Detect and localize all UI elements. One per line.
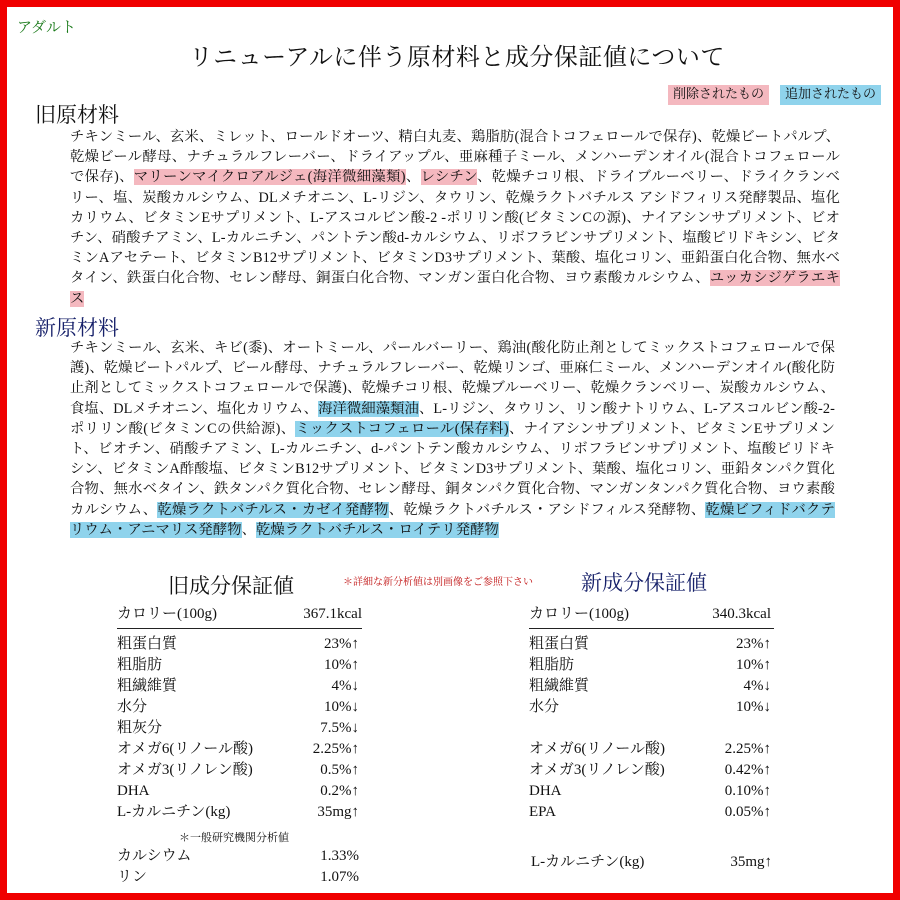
old-nutrient-row [117, 718, 359, 739]
old-nutrient-row [117, 676, 359, 697]
legend-deleted: 削除されたもの [668, 85, 769, 105]
new-calorie-label: カロリー(100g) [529, 606, 629, 622]
nutrient-label: カルシウム [117, 848, 192, 864]
nutrient-value: 0.05%↑ [724, 804, 771, 820]
nutrient-label: オメガ3(リノレン酸) [117, 762, 253, 778]
new-ingredients-heading: 新原材料 [35, 316, 119, 340]
nutrient-value: 7.5%↓ [320, 720, 359, 736]
page-title: リニューアルに伴う原材料と成分保証値について [189, 45, 725, 71]
old-nutrient-row [117, 739, 359, 760]
nutrient-label: L-カルニチン(kg) [117, 804, 231, 820]
new-nutrition-title: 新成分保証値 [581, 571, 707, 595]
nutrient-label: 粗灰分 [117, 720, 163, 736]
nutrient-value: 10%↑ [736, 657, 771, 673]
nutrient-label: オメガ3(リノレン酸) [529, 762, 665, 778]
new-nutrient-row [529, 655, 771, 676]
old-nutrient-row [117, 655, 359, 676]
old-calorie-row [117, 604, 362, 625]
nutrient-label: 粗蛋白質 [529, 636, 590, 652]
old-nutrition-title: 旧成分保証値 [168, 574, 294, 598]
old-nutrition-table [117, 604, 362, 894]
nutrient-label: 粗脂肪 [529, 657, 575, 673]
nutrient-value: 2.25%↑ [724, 741, 771, 757]
nutrient-value: 23%↑ [736, 636, 771, 652]
added-ingredient: ミックストコフェロール(保存料) [295, 420, 509, 437]
nutrient-label: DHA [529, 783, 562, 799]
old-nutrient-row [117, 802, 359, 823]
nutrient-value: 1.33% [320, 848, 359, 864]
new-nutrient-row [529, 676, 771, 697]
ingredient-text: チキンミール、玄米、キビ(黍)、オートミール、パールバーリー、鶏油(酸化防止剤としてミックストコフェロールで保護)、乾燥ビートパルプ、ビール酵母、ナチュラルフレーバー、乾燥リンゴ、亜麻仁ミール、メンハーデンオイル(酸化防止剤としてミックストコフェロールで保護)、乾燥チコリ根、乾燥ブルーベリー、乾燥クランベリー、炭酸カルシウム、食塩、DLメチオニン、塩化カリウム、 [70, 340, 835, 417]
ingredient-text: 、乾燥チコリ根、ドライブルーベリー、ドライクランベリー、塩、炭酸カルシウム、DLメチオニン、L-リジン、タウリン、乾燥ラクトバチルス アシドフィリス発酵製品、塩化カリウム、ビタミンEサプリメント、L-アスコルビン酸-2 -ポリリン酸(ビタミンCの源)、ナイアシンサプリメント、ビオチン、硝酸チアミン、L-カルニチン、パントテン酸d-カルシウム、リボフラビンサプリメント、塩酸ピリドキシン、ビタミンAアセテート、ビタミンB12サプリメント、ビタミンD3サプリメント、葉酸、塩化コリン、亜鉛蛋白化合物、無水ベタイン、鉄蛋白化合物、セレン酵母、銅蛋白化合物、マンガン蛋白化合物、ヨウ素酸カルシウム、 [70, 169, 840, 287]
ingredient-text: 、L-リジン、タウリン、リン酸ナトリウム、L-アスコルビン酸-2-ポリリン酸(ビタミンCの供給源)、 [70, 400, 836, 437]
added-ingredient: 乾燥ラクトバチルス・ロイテリ発酵物 [256, 521, 499, 538]
ingredient-text: 、 [405, 169, 421, 186]
added-ingredient: 海洋微細藻類油 [318, 400, 419, 417]
nutrient-value: 2.25%↑ [312, 741, 359, 757]
old-mineral-row [117, 846, 359, 867]
nutrient-label: リン [117, 869, 148, 885]
ingredient-text: 、乾燥ラクトバチルス・アシドフィルス発酵物、 [388, 501, 706, 518]
nutrient-label: EPA [529, 804, 556, 820]
old-mineral-row [117, 867, 359, 888]
nutrient-value: 35mg↑ [317, 804, 359, 820]
nutrient-label: 水分 [117, 699, 148, 715]
nutrient-label: DHA [117, 783, 150, 799]
nutrient-label: 水分 [529, 699, 560, 715]
nutrient-value: 0.2%↑ [320, 783, 359, 799]
old-nutrient-row [117, 781, 359, 802]
nutrient-value: 10%↓ [324, 699, 359, 715]
new-nutrition-table [529, 604, 774, 894]
new-carnitine-label: L-カルニチン(kg) [531, 854, 645, 870]
deleted-ingredient: レシチン [420, 169, 477, 186]
ingredient-text: チキンミール、玄米、ミレット、ロールドオーツ、精白丸麦、鶏脂肪(混合トコフェロールで保存)、乾燥ビートパルプ、乾燥ビール酵母、ナチュラルフレーバー、ドライアップル、亜麻種子ミール、メンハーデンオイル(混合トコフェロールで保存)、 [70, 129, 840, 186]
old-nutrient-row [117, 634, 359, 655]
legend-added: 追加されたもの [780, 85, 881, 105]
nutrient-value: 10%↓ [736, 699, 771, 715]
new-carnitine-row [531, 852, 772, 873]
nutrient-label: 粗繊維質 [529, 678, 590, 694]
old-nutrient-row [117, 760, 359, 781]
nutrient-value: 23%↑ [324, 636, 359, 652]
new-nutrient-row [529, 802, 771, 823]
nutrient-label: 粗繊維質 [117, 678, 178, 694]
nutrient-label: オメガ6(リノール酸) [529, 741, 665, 757]
old-table-divider [117, 628, 362, 629]
nutrient-label: 粗蛋白質 [117, 636, 178, 652]
nutrient-value: 0.10%↑ [724, 783, 771, 799]
added-ingredient: 乾燥ビフィドバクテリウム・アニマリス発酵物 [70, 501, 835, 538]
nutrient-value: 0.42%↑ [724, 762, 771, 778]
old-calorie-label: カロリー(100g) [117, 606, 217, 622]
ingredient-text: 、ナイアシンサプリメント、ビタミンEサプリメント、ビオチン、硝酸チアミン、L-カルニチン、d-パントテン酸カルシウム、リボフラビンサプリメント、塩酸ピリドキシン、ビタミンA酢酸塩、ビタミンB12サプリメント、ビタミンD3サプリメント、葉酸、塩化コリン、亜鉛タンパク質化合物、無水ベタイン、鉄タンパク質化合物、セレン酵母、銅タンパク質化合物、マンガンタンパク質化合物、ヨウ素酸カルシウム、 [70, 420, 836, 518]
new-carnitine-value: 35mg↑ [730, 854, 772, 870]
new-nutrient-row [529, 760, 771, 781]
old-nutrient-row [117, 697, 359, 718]
new-calorie-row [529, 604, 771, 625]
new-calorie-value: 340.3kcal [712, 606, 771, 622]
product-label: アダルト [17, 18, 76, 36]
nutrient-value: 1.07% [320, 869, 359, 885]
nutrient-value: 0.5%↑ [320, 762, 359, 778]
new-nutrient-row [529, 739, 771, 760]
new-ingredients-text [70, 338, 835, 540]
new-nutrient-row [529, 697, 771, 718]
new-nutrient-row [529, 781, 771, 802]
old-ingredients-heading: 旧原材料 [35, 103, 119, 127]
added-ingredient: 乾燥ラクトバチルス・カゼイ発酵物 [157, 501, 389, 518]
nutrient-value: 4%↓ [331, 678, 359, 694]
deleted-ingredient: ユッカシジゲラエキス [70, 270, 840, 307]
ingredient-text: 、 [241, 521, 257, 538]
old-ingredients-text [70, 127, 840, 309]
old-calorie-value: 367.1kcal [303, 606, 362, 622]
analysis-note: ＊詳細な新分析値は別画像をご参照下さい [343, 577, 533, 588]
survey-note: ＊一般研究機関分析値 [179, 832, 289, 844]
new-table-divider [529, 628, 774, 629]
nutrient-label: 粗脂肪 [117, 657, 163, 673]
new-nutrient-row [529, 634, 771, 655]
deleted-ingredient: マリーンマイクロアルジェ(海洋微細藻類) [133, 169, 406, 186]
nutrient-value: 4%↓ [743, 678, 771, 694]
nutrient-label: オメガ6(リノール酸) [117, 741, 253, 757]
nutrient-value: 10%↑ [324, 657, 359, 673]
